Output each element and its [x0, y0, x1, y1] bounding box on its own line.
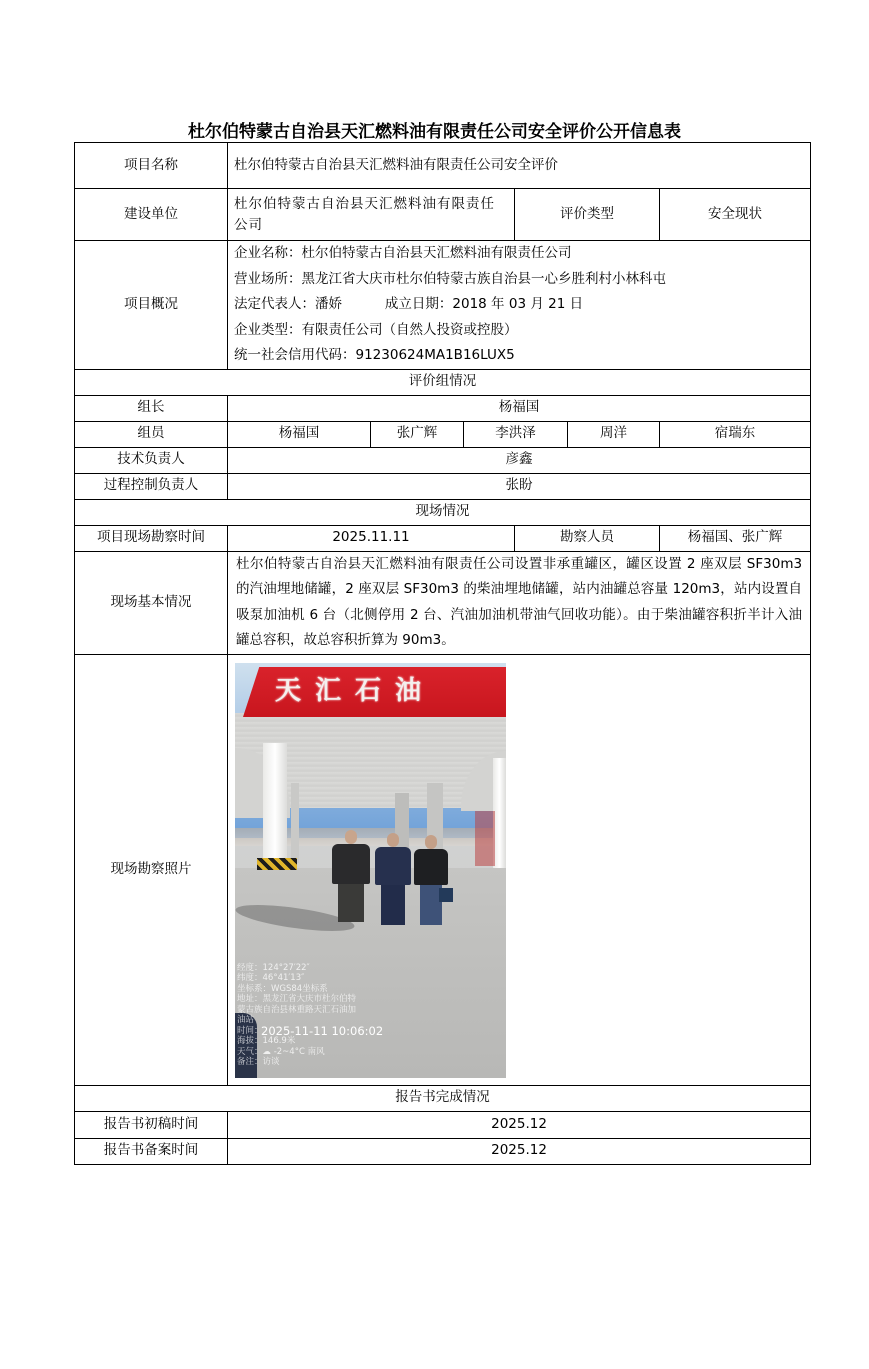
member-4: 周洋	[568, 421, 660, 447]
overview-address: 营业场所：黑龙江省大庆市杜尔伯特蒙古族自治县一心乡胜利村小林科屯	[234, 270, 666, 287]
row-process-lead	[75, 473, 811, 499]
overview-legal-rep-date: 法定代表人：潘娇 成立日期：2018 年 03 月 21 日	[234, 296, 584, 312]
photo-dispenser	[475, 811, 495, 866]
report-filing-label: 报告书备案时间	[75, 1138, 228, 1164]
row-leader	[75, 395, 811, 421]
tech-lead-label: 技术负责人	[75, 447, 228, 473]
row-overview	[75, 241, 811, 370]
photo-person-3	[414, 835, 448, 925]
row-eval-group-header	[75, 369, 811, 395]
row-site-photo	[75, 654, 811, 1085]
watermark-note: 备注：访谈	[237, 1057, 280, 1067]
report-filing-value: 2025.12	[228, 1138, 811, 1164]
row-site-header	[75, 499, 811, 525]
survey-time-label: 项目现场勘察时间	[75, 525, 228, 551]
watermark-address-1: 地址：黑龙江省大庆市杜尔伯特	[237, 994, 357, 1004]
report-section-title: 报告书完成情况	[75, 1085, 811, 1111]
row-project-name	[75, 143, 811, 189]
photo-watermark	[237, 962, 384, 1068]
overview-company-name: 企业名称：杜尔伯特蒙古自治县天汇燃料油有限责任公司	[234, 245, 572, 261]
row-members	[75, 421, 811, 447]
eval-group-section-title: 评价组情况	[75, 369, 811, 395]
document-title: 杜尔伯特蒙古自治县天汇燃料油有限责任公司安全评价公开信息表	[188, 122, 681, 142]
photo-pillar	[291, 783, 299, 863]
member-2: 张广辉	[371, 421, 464, 447]
surveyors-value: 杨福国、张广辉	[660, 525, 811, 551]
site-section-title: 现场情况	[75, 499, 811, 525]
row-site-basic	[75, 551, 811, 654]
watermark-latitude: 纬度：46°41′13″	[237, 973, 305, 983]
members-label: 组员	[75, 421, 228, 447]
leader-value: 杨福国	[228, 395, 811, 421]
watermark-coord-system: 坐标系：WGS84坐标系	[237, 983, 328, 994]
member-1: 杨福国	[228, 421, 371, 447]
site-survey-photo	[235, 663, 506, 1078]
watermark-time-label: 时间：	[237, 1025, 263, 1036]
site-photo-label: 现场勘察照片	[75, 654, 228, 1085]
site-basic-label: 现场基本情况	[75, 551, 228, 654]
row-builder	[75, 189, 811, 241]
photo-person-1	[332, 830, 370, 922]
eval-type-value: 安全现状	[660, 189, 811, 241]
photo-pillar	[263, 743, 287, 868]
overview-content	[228, 241, 811, 370]
watermark-weather: 天气：☁ -2~4°C 南风	[237, 1046, 325, 1057]
photo-person-2	[375, 833, 411, 925]
project-name-label: 项目名称	[75, 143, 228, 189]
photo-sign-text: 天汇石油	[275, 675, 436, 706]
info-table	[74, 142, 811, 1165]
process-lead-value: 张盼	[228, 473, 811, 499]
report-draft-label: 报告书初稿时间	[75, 1111, 228, 1138]
watermark-address-3: 油站	[237, 1015, 255, 1025]
process-lead-label: 过程控制负责人	[75, 473, 228, 499]
eval-type-label: 评价类型	[515, 189, 660, 241]
site-basic-text: 杜尔伯特蒙古自治县天汇燃料油有限责任公司设置非承重罐区，罐区设置 2 座双层 SF30m3 的汽油埋地储罐，2 座双层 SF30m3 的柴油埋地储罐，站内油罐总容量 120m3，站内设置自吸泵加油机 6 台（北侧停用 2 台、汽油加油机带油气回收功能）。由于柴油罐容积折半计入油罐总容积，故总容积折算为 90m3。	[236, 555, 803, 648]
project-name-value: 杜尔伯特蒙古自治县天汇燃料油有限责任公司安全评价	[228, 143, 811, 189]
site-basic-cell	[228, 551, 811, 654]
member-3: 李洪泽	[464, 421, 568, 447]
member-5: 宿瑞东	[660, 421, 811, 447]
surveyors-label: 勘察人员	[515, 525, 660, 551]
row-survey-time	[75, 525, 811, 551]
watermark-timestamp: 2025-11-11 10:06:02	[261, 1023, 384, 1038]
photo-bag	[439, 888, 453, 902]
watermark-address-2: 蒙古族自治县林重路天汇石油加	[237, 1004, 357, 1015]
row-report-header	[75, 1085, 811, 1111]
site-photo-cell	[228, 654, 811, 1085]
builder-label: 建设单位	[75, 189, 228, 241]
watermark-altitude: 海拔：146.9米	[237, 1036, 296, 1046]
watermark-longitude: 经度：124°27′22″	[237, 962, 310, 973]
row-tech-lead	[75, 447, 811, 473]
row-report-filing	[75, 1138, 811, 1164]
overview-company-type: 企业类型：有限责任公司（自然人投资或控股）	[234, 321, 518, 338]
survey-time-value: 2025.11.11	[228, 525, 515, 551]
photo-barrier	[257, 858, 297, 870]
leader-label: 组长	[75, 395, 228, 421]
overview-credit-code: 统一社会信用代码：91230624MA1B16LUX5	[234, 347, 515, 363]
report-draft-value: 2025.12	[228, 1111, 811, 1138]
overview-label: 项目概况	[75, 241, 228, 370]
tech-lead-value: 彦鑫	[228, 447, 811, 473]
row-report-draft	[75, 1111, 811, 1138]
builder-value: 杜尔伯特蒙古自治县天汇燃料油有限责任公司	[228, 189, 515, 241]
